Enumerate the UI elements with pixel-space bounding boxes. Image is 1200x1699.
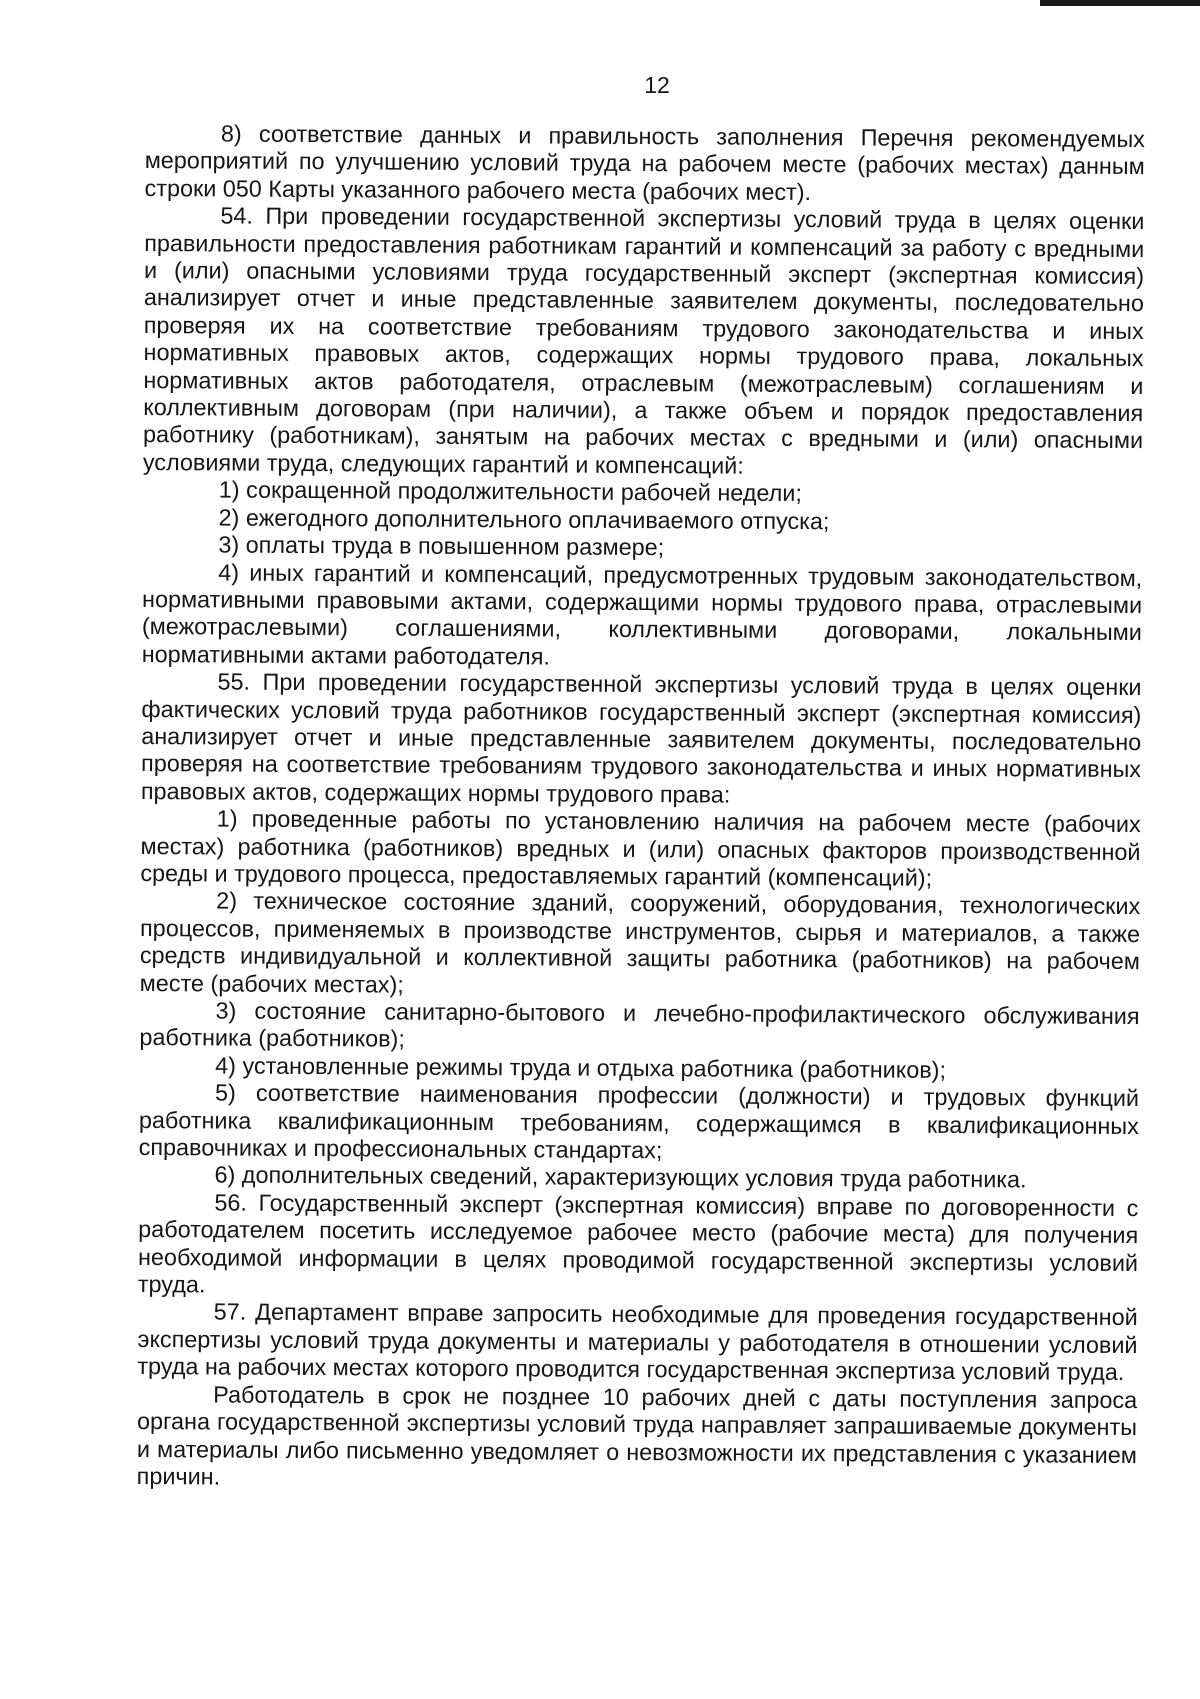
list-item: 3) состояние санитарно-бытового и лечебно-профилактического обслуживания работника (работников); xyxy=(139,997,1140,1053)
paragraph-56: 56. Государственный эксперт (экспертная комиссия) вправе по договоренности с работодателем посетить исследуемое рабочее место (рабочие места) для получения необходимой информации в целях проводимой государственной экспертизы условий труда. xyxy=(137,1189,1139,1298)
list-item: 1) сокращенной продолжительности рабочей недели; xyxy=(218,476,802,507)
list-item: 1) проведенные работы по установлению наличия на рабочем месте (рабочих местах) работника (работников) вредных и (или) опасных факторов производственной среды и трудового процесса, предоставляемых гарантий (компенсаций); xyxy=(140,805,1141,891)
list-item: 5) соответствие наименования профессии (должности) и трудовых функций работника квалификационным требованиям, содержащимся в квалификационных справочниках и профессиональных стандартах; xyxy=(138,1079,1140,1164)
list-item: 2) ежегодного дополнительного оплачиваемого отпуска; xyxy=(218,504,830,534)
page-number: 12 xyxy=(644,72,670,98)
paragraph-employer-response: Работодатель в срок не позднее 10 рабочих дней с даты поступления запроса органа государственной экспертизы условий труда направляет запрашиваемые документы и материалы либо письменно уведомляет о невозможности их представления с указанием причин. xyxy=(136,1381,1138,1490)
list-item: 2) техническое состояние зданий, сооружений, оборудования, технологических процессов, применяемых в производстве инструментов, сырья и материалов, а также средств индивидуальной и коллективной защиты работника (работников) на рабочем месте (рабочих местах); xyxy=(139,887,1141,998)
document-body xyxy=(137,120,1145,1496)
paragraph-57: 57. Департамент вправе запросить необходимые для проведения государственной экспертизы условий труда документы и материалы у работодателя в отношении условий труда на рабочих местах которого проводится государственная экспертиза условий труда. xyxy=(137,1298,1138,1386)
list-item: 4) иных гарантий и компенсаций, предусмотренных трудовым законодательством, нормативными правовыми актами, содержащими нормы трудового права, отраслевыми (межотраслевыми) соглашениями, коллективными договорами, локальными нормативными актами работодателя. xyxy=(141,558,1143,670)
paragraph-54: 54. При проведении государственной экспертизы условий труда в целях оценки правильности предоставления работникам гарантий и компенсаций за работу с вредными и (или) опасными условиями труда государственный эксперт (экспертная комиссия) анализирует отчет и иные представленные заявителем документы, последовательно проверяя их на соответствие требованиям трудового законодательства и иных нормативных правовых актов, содержащих нормы трудового права, локальных нормативных актов работодателя, отраслевым (межотраслевым) соглашениям и коллективным договорам (при наличии), а также объем и порядок предоставления работнику (работникам), занятым на рабочих местах с вредными и (или) опасными условиями труда, следующих гарантий и компенсаций: xyxy=(142,202,1145,479)
list-item: 4) установленные режимы труда и отдыха работника (работников); xyxy=(215,1052,947,1083)
list-item: 3) оплаты труда в повышенном размере; xyxy=(218,531,665,561)
paragraph-item-8: 8) соответствие данных и правильность заполнения Перечня рекомендуемых мероприятий по улучшению условий труда на рабочем месте (рабочих местах) данным строки 050 Карты указанного рабочего места (рабочих мест). xyxy=(144,120,1145,205)
list-item: 6) дополнительных сведений, характеризующих условия труда работника. xyxy=(214,1161,1027,1193)
scan-edge-mark xyxy=(1040,0,1200,6)
paragraph-55: 55. При проведении государственной экспертизы условий труда в целях оценки фактических условий труда работников государственный эксперт (экспертная комиссия) анализирует отчет и иные представленные заявителем документы, последовательно проверяя на соответствие требованиям трудового законодательства и иных нормативных правовых актов, содержащих нормы трудового права: xyxy=(140,668,1142,808)
